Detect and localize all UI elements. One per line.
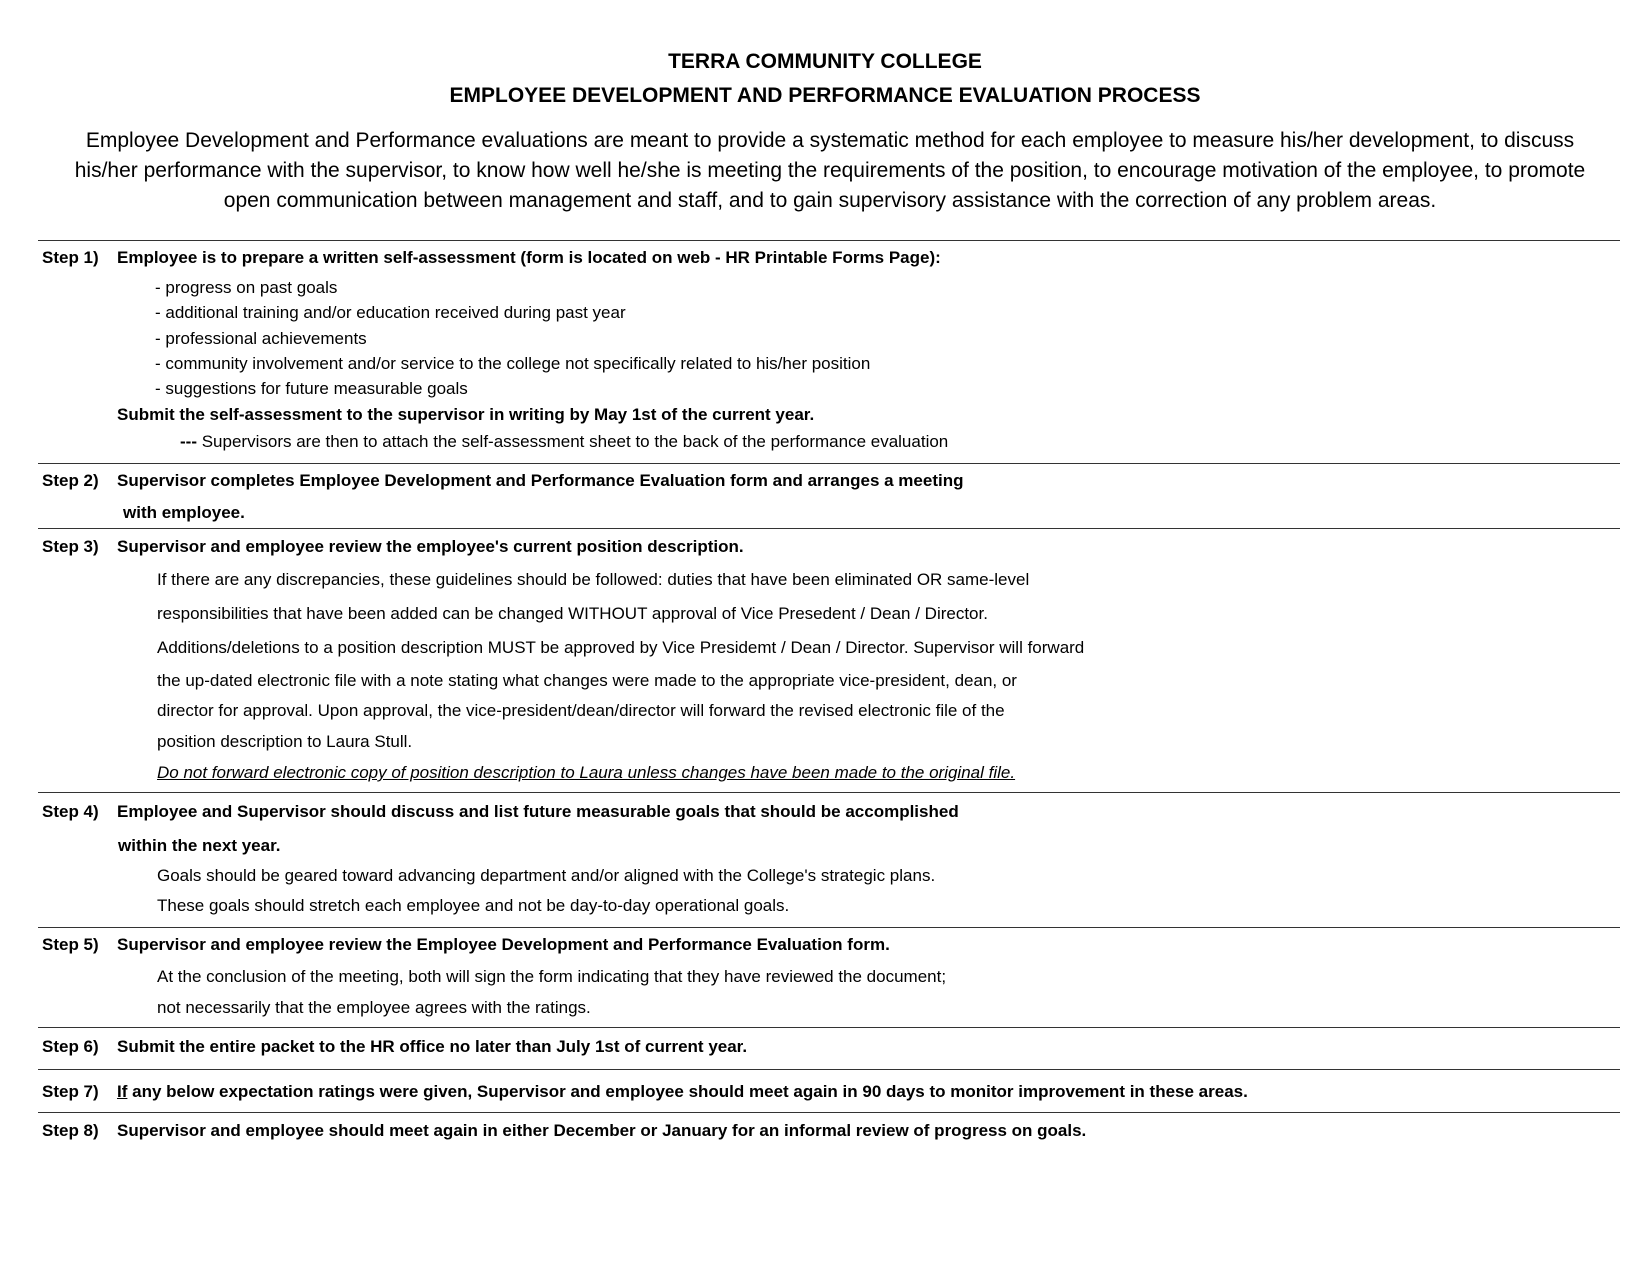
divider	[38, 792, 1620, 793]
step-3-text: Additions/deletions to a position description MUST be approved by Vice Presidemt / Dean / Director. Supervisor will forward	[157, 638, 1085, 657]
step-4-label: Step 4)	[42, 802, 99, 821]
step-6-heading: Submit the entire packet to the HR office no later than July 1st of current year.	[117, 1037, 748, 1056]
step-5-label: Step 5)	[42, 935, 99, 954]
step-4-text: Goals should be geared toward advancing department and/or aligned with the College's strategic plans.	[157, 866, 936, 885]
list-item: - additional training and/or education received during past year	[155, 303, 626, 322]
step-1-note	[180, 432, 948, 452]
step-7-heading-text: any below expectation ratings were given, Supervisor and employee should meet again in 90 days to monitor improvement in these areas.	[127, 1082, 1248, 1101]
step-6-label: Step 6)	[42, 1037, 99, 1056]
note-dashes: ---	[180, 432, 197, 451]
list-item: - professional achievements	[155, 329, 367, 348]
step-8-heading: Supervisor and employee should meet again in either December or January for an informal review of progress on goals.	[117, 1121, 1087, 1140]
list-item: - progress on past goals	[155, 278, 338, 297]
divider	[38, 528, 1620, 529]
step-5-text: At the conclusion of the meeting, both will sign the form indicating that they have reviewed the document;	[157, 967, 947, 986]
list-item: - suggestions for future measurable goals	[155, 379, 468, 398]
step-7-label: Step 7)	[42, 1082, 99, 1101]
step-3-text: the up-dated electronic file with a note stating what changes were made to the appropriate vice-president, dean, or	[157, 671, 1017, 690]
step-7-if: If	[117, 1082, 128, 1101]
divider	[38, 1112, 1620, 1113]
step-1-heading: Employee is to prepare a written self-assessment (form is located on web - HR Printable Forms Page):	[117, 248, 941, 267]
step-2-heading-cont: with employee.	[123, 503, 245, 522]
step-3-heading: Supervisor and employee review the employee's current position description.	[117, 537, 744, 556]
step-4-heading: Employee and Supervisor should discuss and list future measurable goals that should be accomplished	[117, 802, 959, 821]
divider	[38, 927, 1620, 928]
step-8-label: Step 8)	[42, 1121, 99, 1140]
divider	[38, 240, 1620, 241]
step-1-label: Step 1)	[42, 248, 99, 267]
step-7-heading	[117, 1082, 1248, 1102]
step-3-text: If there are any discrepancies, these guidelines should be followed: duties that have been eliminated OR same-level	[157, 570, 1030, 589]
document-subtitle: EMPLOYEE DEVELOPMENT AND PERFORMANCE EVALUATION PROCESS	[449, 84, 1201, 107]
step-3-text: position description to Laura Stull.	[157, 732, 413, 751]
step-2-label: Step 2)	[42, 471, 99, 490]
step-3-text: responsibilities that have been added can be changed WITHOUT approval of Vice Presedent / Dean / Director.	[157, 604, 988, 623]
document-title: TERRA COMMUNITY COLLEGE	[668, 50, 982, 73]
intro-line-2: his/her performance with the supervisor, to know how well he/she is meeting the requirements of the position, to encourage motivation of the employee, to promote	[74, 159, 1586, 182]
step-3-label: Step 3)	[42, 537, 99, 556]
divider	[38, 1027, 1620, 1028]
step-1-submit: Submit the self-assessment to the supervisor in writing by May 1st of the current year.	[117, 405, 815, 424]
step-3-note: Do not forward electronic copy of position description to Laura unless changes have been made to the original file.	[157, 763, 1016, 782]
step-5-heading: Supervisor and employee review the Employee Development and Performance Evaluation form.	[117, 935, 890, 954]
divider	[38, 463, 1620, 464]
intro-line-3: open communication between management and staff, and to gain supervisory assistance with the correction of any problem areas.	[223, 189, 1437, 212]
note-text: Supervisors are then to attach the self-assessment sheet to the back of the performance evaluation	[201, 432, 949, 451]
step-4-text: These goals should stretch each employee and not be day-to-day operational goals.	[157, 896, 790, 915]
list-item: - community involvement and/or service to the college not specifically related to his/her position	[155, 354, 871, 373]
step-5-text: not necessarily that the employee agrees with the ratings.	[157, 998, 591, 1017]
step-2-heading: Supervisor completes Employee Development and Performance Evaluation form and arranges a meeting	[117, 471, 964, 490]
divider	[38, 1069, 1620, 1070]
step-4-heading-cont: within the next year.	[118, 836, 281, 855]
intro-line-1: Employee Development and Performance evaluations are meant to provide a systematic method for each employee to measure his/her development, to discuss	[85, 129, 1575, 152]
step-3-text: director for approval. Upon approval, the vice-president/dean/director will forward the revised electronic file of the	[157, 701, 1005, 720]
